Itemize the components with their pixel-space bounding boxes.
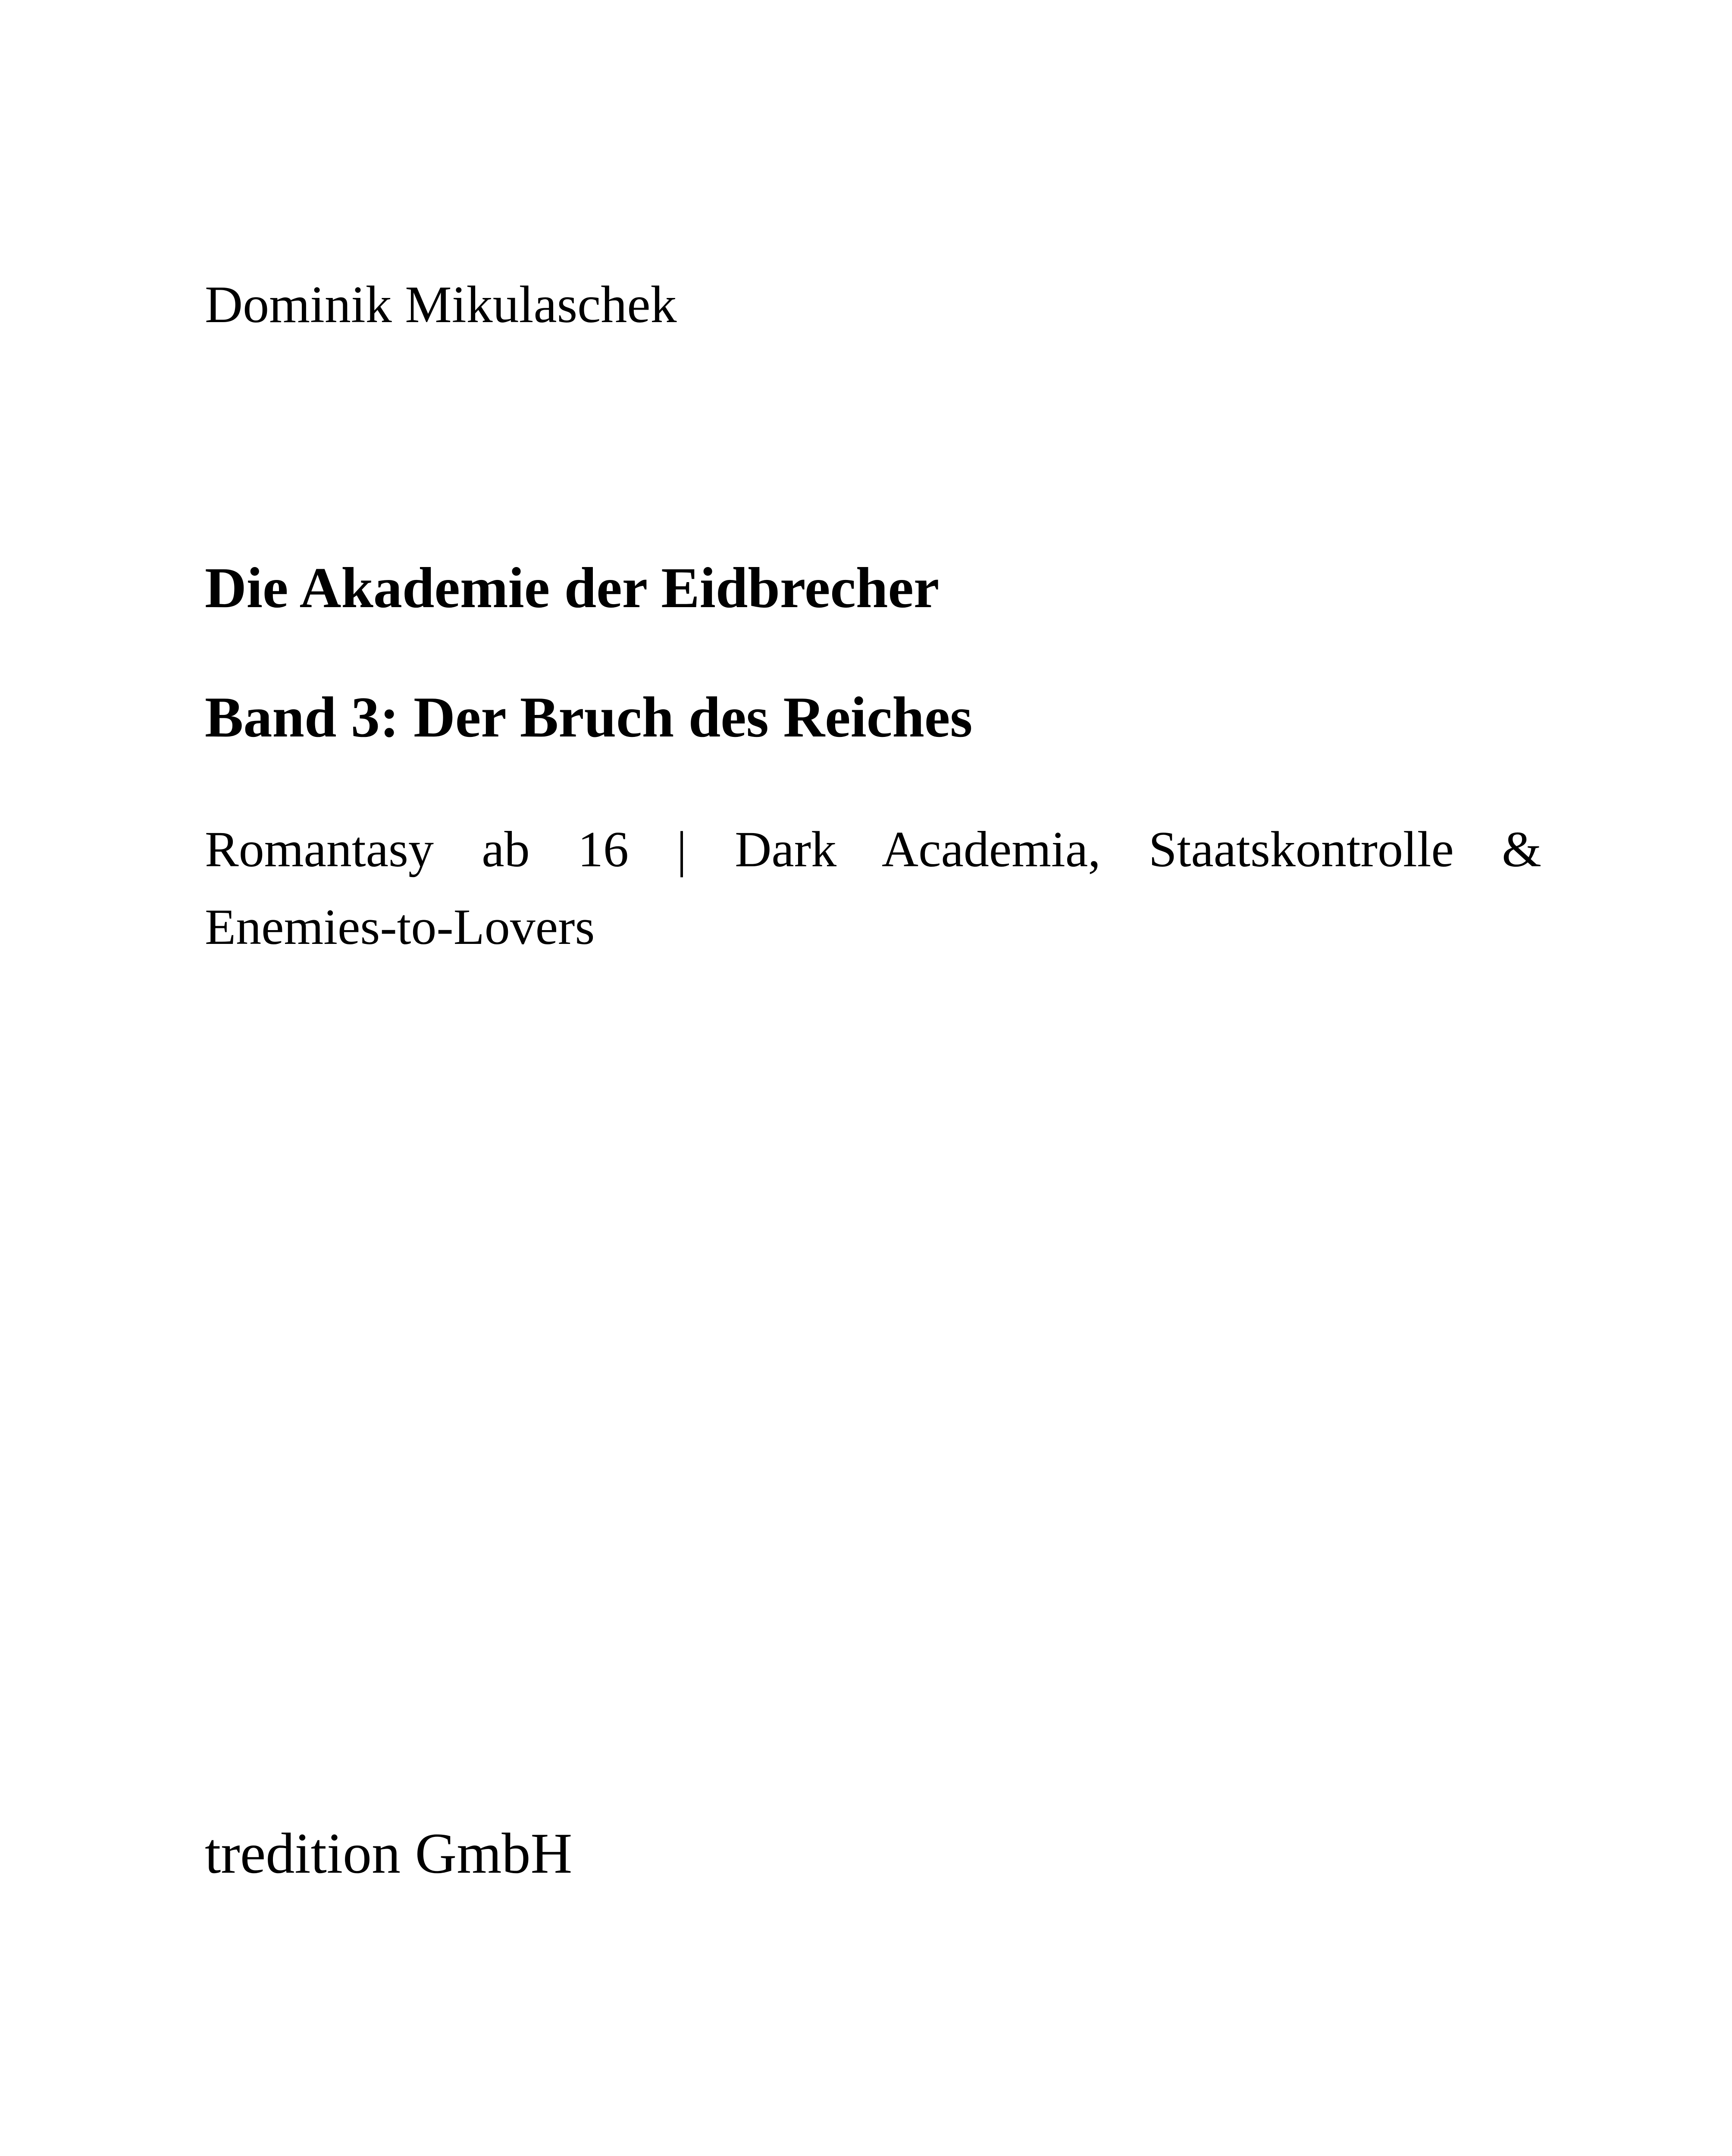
book-subtitle: Band 3: Der Bruch des Reiches — [205, 685, 973, 749]
genre-description — [205, 811, 1541, 966]
author-name: Dominik Mikulaschek — [205, 276, 677, 334]
genre-line-1: Romantasy ab 16 | Dark Academia, Staatskontrolle & — [205, 821, 1541, 877]
genre-line-2: Enemies-to-Lovers — [205, 899, 595, 955]
publisher-name: tredition GmbH — [205, 1821, 573, 1885]
book-title: Die Akademie der Eidbrecher — [205, 556, 940, 620]
